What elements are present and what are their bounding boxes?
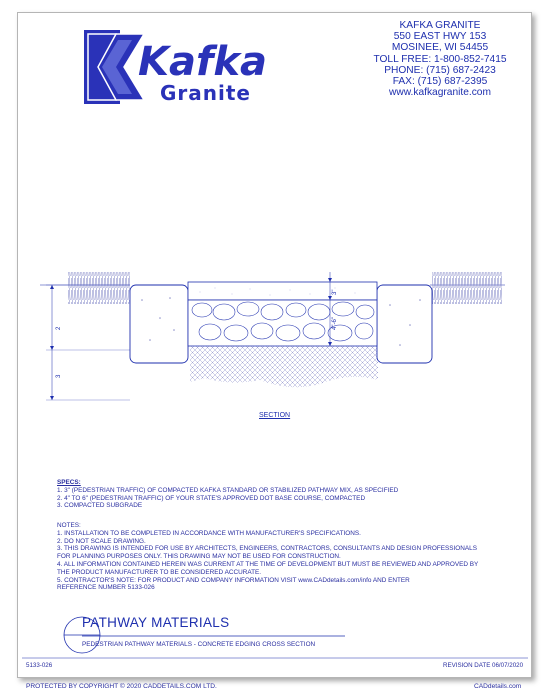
- concrete-edging-left: [130, 285, 188, 363]
- note-item: THE PRODUCT MANUFACTURER TO BE CONSIDERED ACCURATE.: [57, 568, 262, 576]
- specs-block: [57, 479, 517, 510]
- note-item: REFERENCE NUMBER 5133-026: [57, 584, 155, 592]
- drawing-title: PATHWAY MATERIALS: [82, 615, 230, 630]
- company-fax: FAX: (715) 687-2395: [392, 76, 488, 88]
- note-item: FOR PLANNING PURPOSES ONLY. THIS DRAWING MAY NOT BE USED FOR CONSTRUCTION.: [57, 553, 341, 561]
- notes-header: NOTES:: [57, 522, 81, 529]
- spec-item: 2. 4" TO 6" (PEDESTRIAN TRAFFIC) OF YOUR STATE'S APPROVED DOT BASE COURSE, COMPACTED: [57, 494, 366, 502]
- compacted-subgrade: [190, 345, 378, 387]
- specs-header: SPECS:: [57, 479, 81, 486]
- revision-date: REVISION DATE 06/07/2020: [443, 662, 524, 669]
- copyright-notice: PROTECTED BY COPYRIGHT © 2020 CADDETAILS.COM LTD.: [26, 683, 217, 690]
- drawing-subtitle: PEDESTRIAN PATHWAY MATERIALS - CONCRETE EDGING CROSS SECTION: [82, 641, 316, 648]
- spec-item: 3. COMPACTED SUBGRADE: [57, 502, 143, 510]
- logo-word-granite: Granite: [160, 81, 251, 105]
- company-tollfree: TOLL FREE: 1-800-852-7415: [373, 53, 507, 65]
- reference-number: 5133-026: [26, 662, 53, 669]
- note-item: 5. CONTRACTOR'S NOTE: FOR PRODUCT AND COMPANY INFORMATION VISIT www.CADdetails.com/info AND ENTER: [57, 576, 410, 584]
- note-item: 1. INSTALLATION TO BE COMPLETED IN ACCORDANCE WITH MANUFACTURER'S SPECIFICATIONS.: [57, 529, 361, 537]
- note-item: 4. ALL INFORMATION CONTAINED HEREIN WAS CURRENT AT THE TIME OF DEVELOPMENT BUT MUST BE REVIEWED AND APPROVED BY: [57, 560, 479, 568]
- concrete-edging-right: [377, 285, 432, 363]
- caddetails-brand[interactable]: CADdetails.com: [474, 683, 522, 690]
- base-course-layer: [188, 300, 377, 346]
- turf-right: [432, 272, 502, 304]
- section-label: SECTION: [259, 412, 291, 419]
- logo-word-kafka: Kafka: [138, 39, 267, 85]
- company-website[interactable]: www.kafkagranite.com: [389, 87, 491, 99]
- company-name: KAFKA GRANITE: [399, 20, 481, 31]
- dim-top-layer: 3": [332, 289, 338, 295]
- company-address: 550 EAST HWY 153: [393, 31, 487, 43]
- note-item: 2. DO NOT SCALE DRAWING.: [57, 537, 146, 545]
- dim-left-lower: 3: [56, 374, 62, 378]
- dim-left-upper: 2: [56, 326, 62, 330]
- pathway-mix-layer: [188, 282, 377, 300]
- note-item: 3. THIS DRAWING IS INTENDED FOR USE BY ARCHITECTS, ENGINEERS, CONTRACTORS, CONSULTANTS AND DESIGN PROFESSIONALS: [57, 545, 477, 553]
- notes-block: [57, 522, 527, 592]
- spec-item: 1. 3" (PEDESTRIAN TRAFFIC) OF COMPACTED KAFKA STANDARD OR STABILIZED PATHWAY MIX, AS SPECIFIED: [57, 486, 399, 494]
- company-phone: PHONE: (715) 687-2423: [384, 64, 496, 76]
- turf-left: [68, 272, 130, 304]
- dim-base-layer: 4"-6": [332, 317, 338, 330]
- company-city: MOSINEE, WI 54455: [391, 42, 489, 54]
